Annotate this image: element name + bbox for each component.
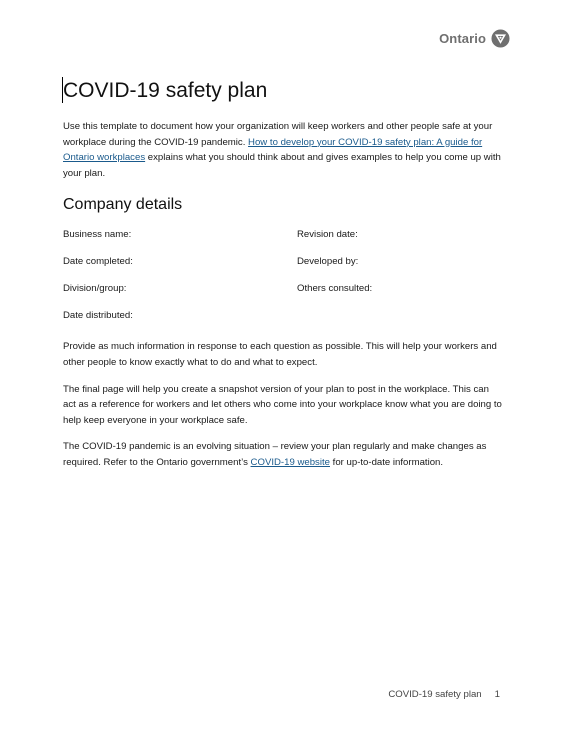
logo-text: Ontario [439, 31, 486, 46]
ontario-logo [439, 29, 510, 48]
page-footer [388, 689, 500, 700]
field-developed-by[interactable]: Developed by: [297, 256, 359, 268]
intro-text-before-link: Use this template to document how your organization will keep workers and other people safe at your workplace during the COVID-19 pandemic. [63, 121, 493, 148]
guidance-paragraph-2: The final page will help you create a snapshot version of your plan to post in the workplace. This can act as a reference for workers and let others who come into your workplace know what you are doing to help keep everyone in your workplace safe. [63, 383, 502, 426]
field-revision-date[interactable]: Revision date: [297, 229, 358, 241]
field-division-group[interactable]: Division/group: [63, 283, 127, 295]
guidance-text-before-link: The COVID-19 pandemic is an evolving situation – review your plan regularly and make changes as required. Refer to the Ontario government’s [63, 441, 487, 468]
guidance-paragraph-1: Provide as much information in response to each question as possible. This will help your workers and other people to know exactly what to do and what to expect. [63, 341, 497, 368]
guidance-paragraph-3 [63, 439, 503, 470]
field-date-completed[interactable]: Date completed: [63, 256, 133, 268]
page-number: 1 [494, 689, 500, 700]
guide-link[interactable]: How to develop your COVID-19 safety plan: A guide for Ontario workplaces [63, 136, 483, 164]
trillium-icon [491, 29, 510, 48]
document-body [63, 77, 503, 471]
field-date-distributed[interactable]: Date distributed: [63, 310, 133, 322]
footer-title: COVID-19 safety plan [388, 689, 482, 700]
covid-website-link[interactable]: COVID-19 website [250, 456, 330, 468]
intro-paragraph [63, 119, 503, 181]
document-title-text: COVID-19 safety plan [63, 79, 268, 102]
guidance-text-after-link: for up-to-date information. [330, 456, 444, 468]
text-cursor [62, 77, 63, 103]
company-details-fields [63, 227, 503, 324]
intro-text-after-link: explains what you should think about and gives examples to help you come up with your plan. [63, 152, 501, 179]
company-details-heading: Company details [63, 196, 183, 214]
field-others-consulted[interactable]: Others consulted: [297, 283, 373, 295]
field-business-name[interactable]: Business name: [63, 229, 132, 241]
document-title[interactable] [63, 77, 503, 105]
